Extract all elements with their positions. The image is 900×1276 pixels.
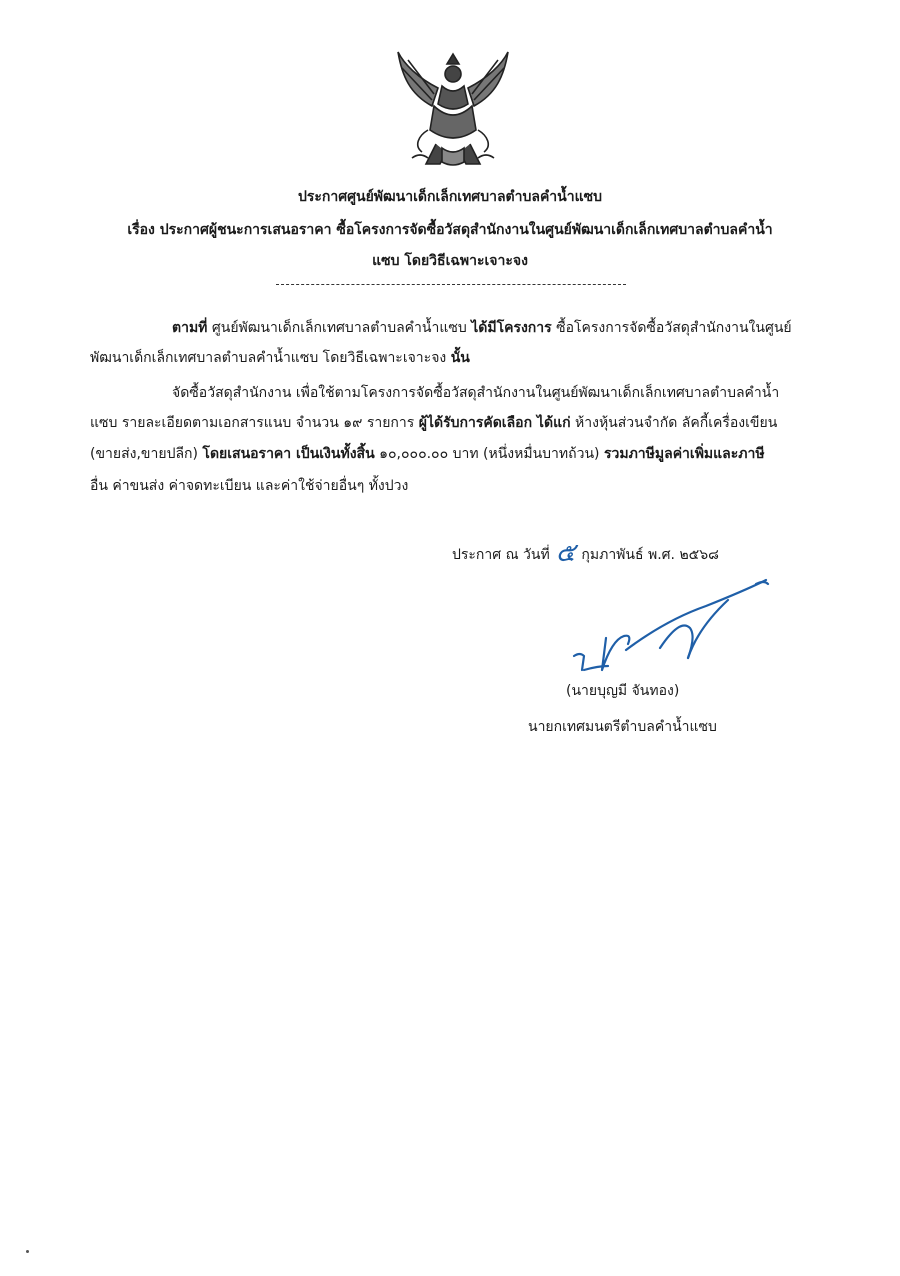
scan-speck bbox=[26, 1250, 29, 1253]
handwritten-signature bbox=[560, 578, 780, 688]
signatory-position: นายกเทศมนตรีตำบลคำน้ำแซบ bbox=[528, 719, 717, 735]
announcement-date: ประกาศ ณ วันที่ ๕ กุมภาพันธ์ พ.ศ. ๒๕๖๘ bbox=[452, 538, 719, 568]
announcement-subject-line-1: เรื่อง ประกาศผู้ชนะการเสนอราคา ซื้อโครงการจัดซื้อวัสดุสำนักงานในศูนย์พัฒนาเด็กเล็กเทศบาลตำบลคำน้ำ bbox=[127, 222, 773, 238]
header-divider bbox=[276, 284, 626, 285]
garuda-emblem-icon bbox=[392, 48, 514, 174]
paragraph-2-line-3: (ขายส่ง,ขายปลีก) โดยเสนอราคา เป็นเงินทั้งสิ้น ๑๐,๐๐๐.๐๐ บาท (หนึ่งหมื่นบาทถ้วน) รวมภาษีมูลค่าเพิ่มและภาษี bbox=[90, 446, 765, 462]
paragraph-1-line-1: ตามที่ ศูนย์พัฒนาเด็กเล็กเทศบาลตำบลคำน้ำแซบ ได้มีโครงการ ซื้อโครงการจัดซื้อวัสดุสำนักงานในศูนย์ bbox=[172, 320, 792, 336]
paragraph-2-line-2: แซบ รายละเอียดตามเอกสารแนบ จำนวน ๑๙ รายการ ผู้ได้รับการคัดเลือก ได้แก่ ห้างหุ้นส่วนจำกัด ลัคกี้เครื่องเขียน bbox=[90, 415, 778, 431]
paragraph-1-line-2: พัฒนาเด็กเล็กเทศบาลตำบลคำน้ำแซบ โดยวิธีเฉพาะเจาะจง นั้น bbox=[90, 350, 470, 366]
announcement-title: ประกาศศูนย์พัฒนาเด็กเล็กเทศบาลตำบลคำน้ำแซบ bbox=[297, 189, 603, 205]
handwritten-day: ๕ bbox=[555, 538, 576, 568]
signatory-name: (นายบุญมี จันทอง) bbox=[566, 683, 680, 699]
paragraph-2-line-1: จัดซื้อวัสดุสำนักงาน เพื่อใช้ตามโครงการจัดซื้อวัสดุสำนักงานในศูนย์พัฒนาเด็กเล็กเทศบาลตำบลคำน้ำ bbox=[172, 385, 780, 401]
announcement-subject-line-2: แซบ โดยวิธีเฉพาะเจาะจง bbox=[372, 253, 528, 269]
paragraph-2-line-4: อื่น ค่าขนส่ง ค่าจดทะเบียน และค่าใช้จ่ายอื่นๆ ทั้งปวง bbox=[90, 478, 409, 494]
